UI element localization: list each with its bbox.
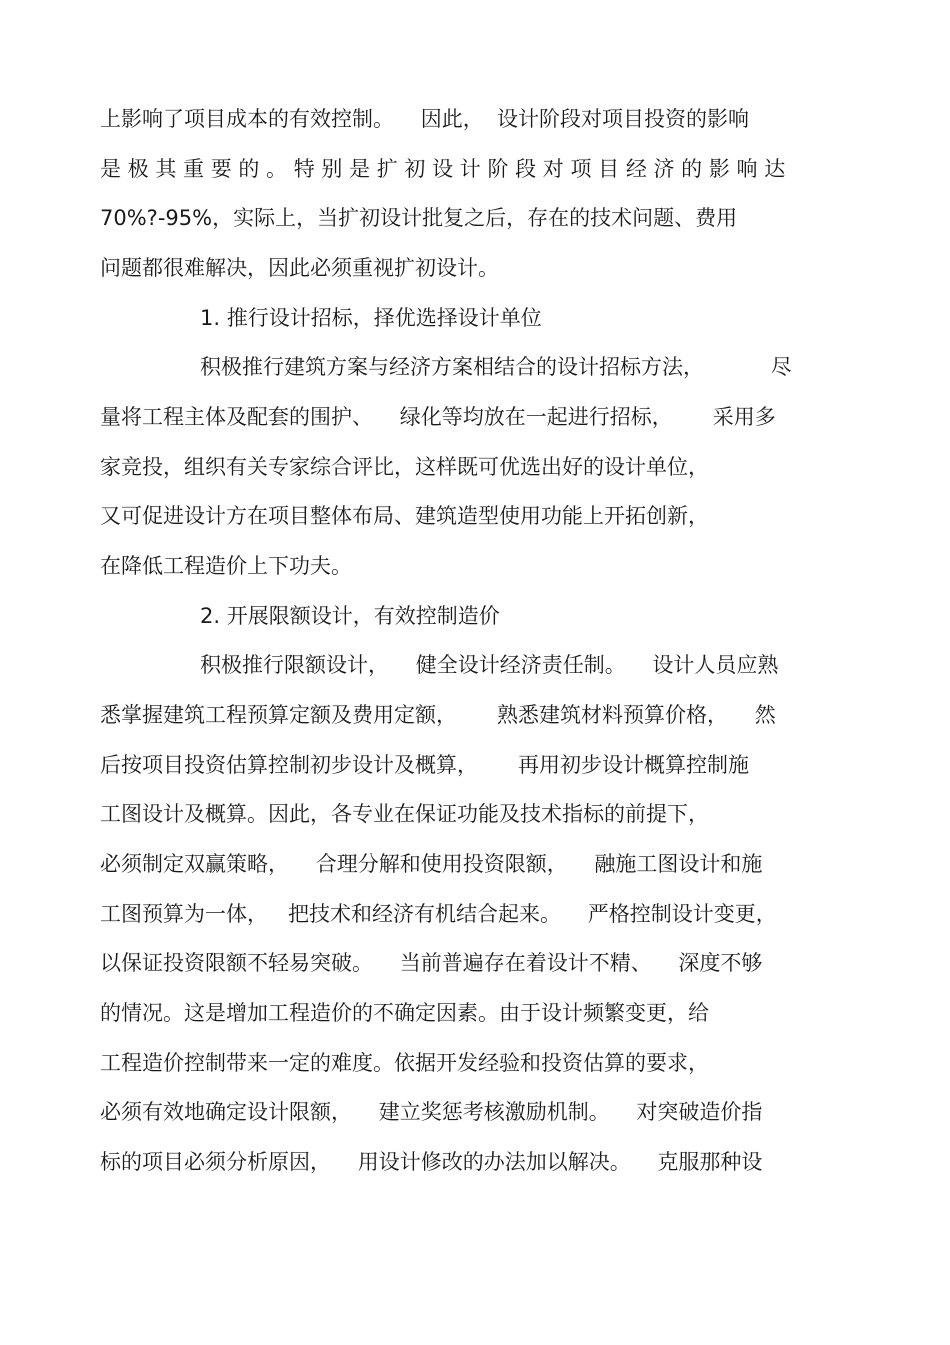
- body-text-line: 工图设计及概算。因此，各专业在保证功能及技术指标的前提下，: [100, 802, 709, 826]
- body-text-line: 70%?-95%，实际上，当扩初设计批复之后，存在的技术问题、费用: [100, 206, 738, 230]
- body-text-line: 上影响了项目成本的有效控制。 因此， 设计阶段对项目投资的影响: [100, 107, 750, 131]
- body-text-line: 后按项目投资估算控制初步设计及概算， 再用初步设计概算控制施: [100, 753, 750, 777]
- body-text-line: 在降低工程造价上下功夫。: [100, 554, 352, 578]
- body-text-line: 标的项目必须分析原因， 用设计修改的办法加以解决。 克服那种设: [100, 1150, 763, 1174]
- body-text-line: 工图预算为一体， 把技术和经济有机结合起来。 严格控制设计变更，: [100, 902, 777, 926]
- body-text-line: 家竞投，组织有关专家综合评比，这样既可优选出好的设计单位，: [100, 455, 709, 479]
- body-text-line: 必须有效地确定设计限额， 建立奖惩考核激励机制。 对突破造价指: [100, 1100, 763, 1124]
- section-heading: 2. 开展限额设计，有效控制造价: [200, 604, 500, 628]
- body-text-line: 必须制定双赢策略， 合理分解和使用投资限额， 融施工图设计和施: [100, 852, 763, 876]
- body-text-line: 的情况。这是增加工程造价的不确定因素。由于设计频繁变更，给: [100, 1001, 709, 1025]
- body-text-line: 工程造价控制带来一定的难度。依据开发经验和投资估算的要求，: [100, 1051, 709, 1075]
- body-text-line: 问题都很难解决，因此必须重视扩初设计。: [100, 256, 499, 280]
- body-text-line: 以保证投资限额不轻易突破。 当前普遍存在着设计不精、 深度不够: [100, 951, 763, 975]
- section-heading: 1. 推行设计招标，择优选择设计单位: [200, 306, 542, 330]
- body-text-line: 又可促进设计方在项目整体布局、建筑造型使用功能上开拓创新，: [100, 504, 709, 528]
- body-text-line: 积极推行限额设计， 健全设计经济责任制。 设计人员应熟: [200, 653, 779, 677]
- body-text-line: 是 极 其 重 要 的 。 特 别 是 扩 初 设 计 阶 段 对 项 目 经 济 的 影 响 达: [100, 157, 786, 181]
- body-text-line: 量将工程主体及配套的围护、 绿化等均放在一起进行招标， 采用多: [100, 405, 776, 429]
- body-text-line: 积极推行建筑方案与经济方案相结合的设计招标方法， 尽: [200, 355, 792, 379]
- body-text-line: 悉掌握建筑工程预算定额及费用定额， 熟悉建筑材料预算价格， 然: [100, 703, 776, 727]
